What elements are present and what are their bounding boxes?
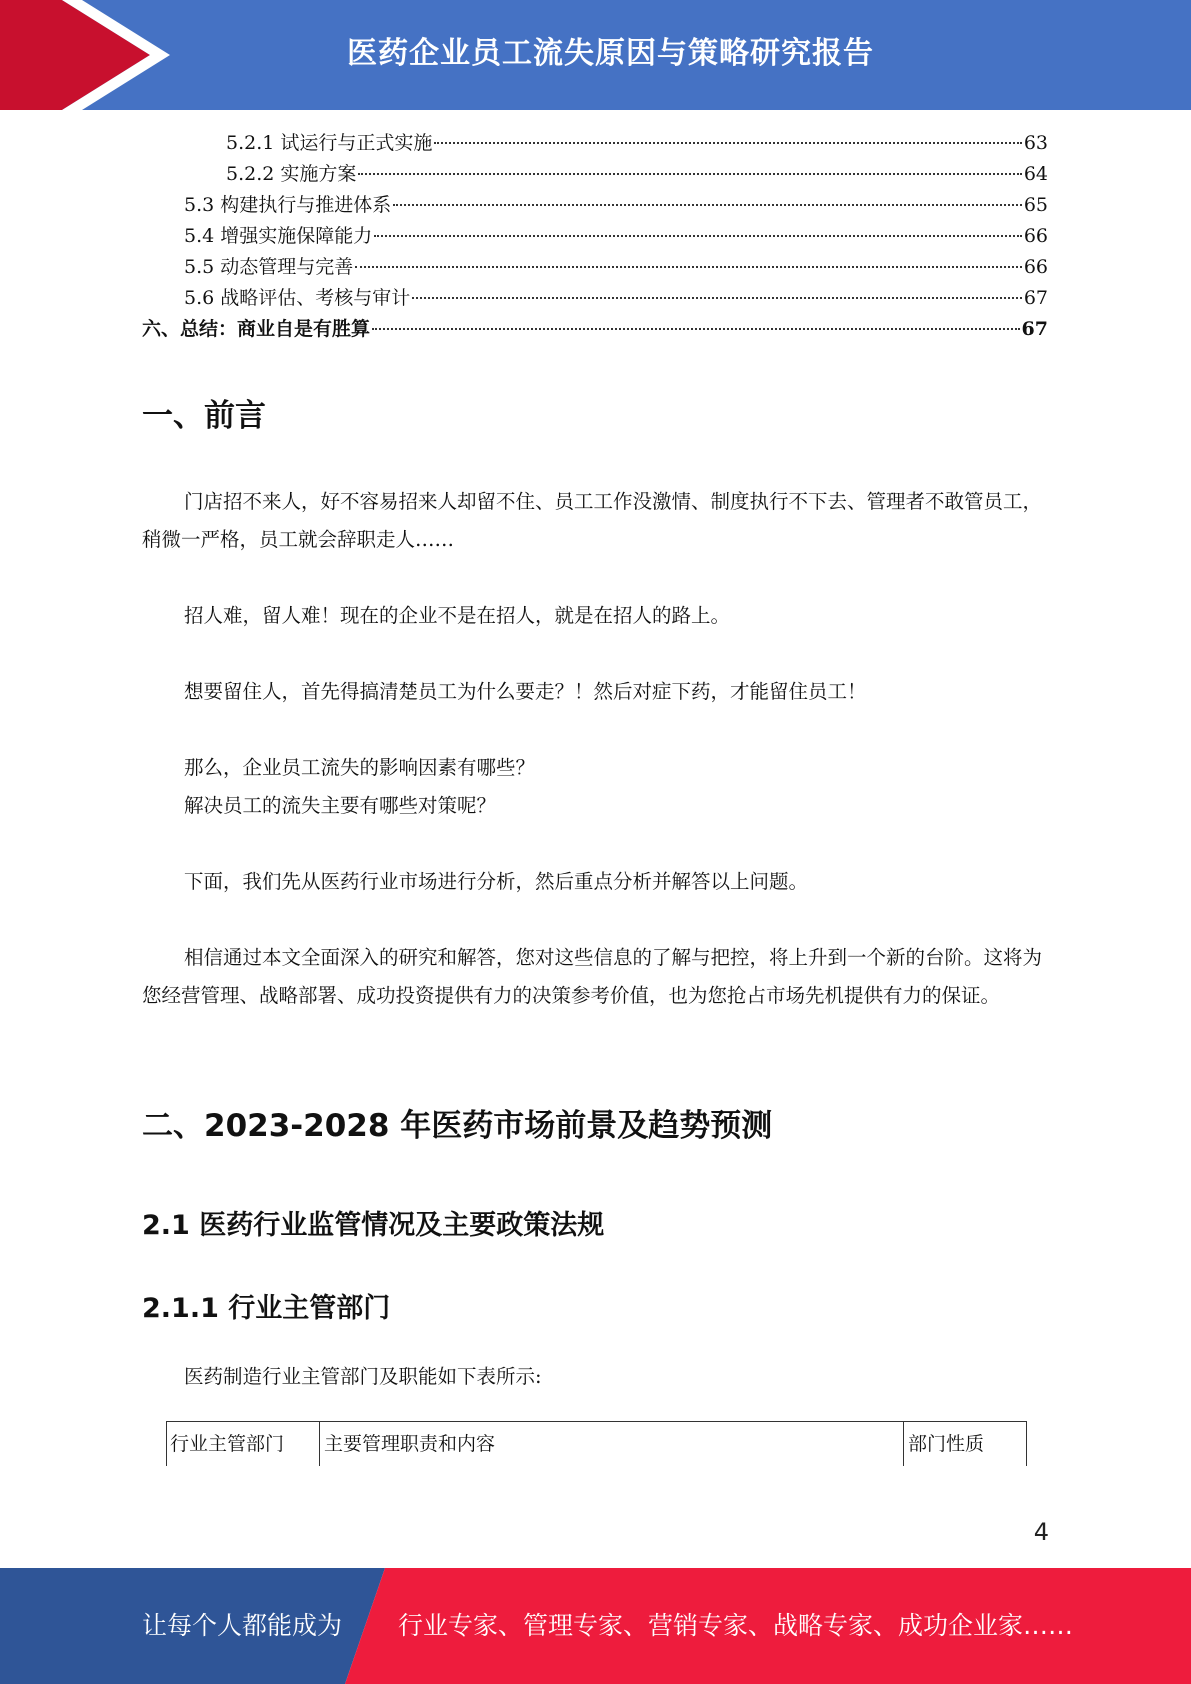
toc-dot-leader xyxy=(434,142,1021,144)
paragraph: 解决员工的流失主要有哪些对策呢？ xyxy=(184,794,497,817)
toc-entry-page: 65 xyxy=(1023,194,1048,216)
toc-entry[interactable] xyxy=(142,283,1048,314)
toc-entry-page: 64 xyxy=(1023,163,1048,185)
toc-entry-label: 5.3 构建执行与推进体系 xyxy=(184,194,392,216)
footer-slogan-left: 让每个人都能成为 xyxy=(142,1611,343,1640)
paragraph: 想要留住人，首先得搞清楚员工为什么要走？！然后对症下药，才能留住员工！ xyxy=(184,680,867,703)
table-column-divider xyxy=(903,1422,904,1466)
page-footer xyxy=(0,1568,1191,1684)
toc-entry[interactable] xyxy=(142,221,1048,252)
toc-dot-leader xyxy=(372,328,1020,330)
toc-entry[interactable] xyxy=(142,252,1048,283)
toc-entry[interactable] xyxy=(142,190,1048,221)
section-heading-market-outlook: 二、2023-2028 年医药市场前景及趋势预测 xyxy=(142,1108,773,1144)
toc-dot-leader xyxy=(374,235,1022,237)
toc-entry-label: 5.2.2 实施方案 xyxy=(226,163,357,185)
toc-entry-label: 5.4 增强实施保障能力 xyxy=(184,225,373,247)
toc-entry-page: 67 xyxy=(1021,318,1048,340)
toc-entry-label: 5.6 战略评估、考核与审计 xyxy=(184,287,411,309)
paragraph: 那么，企业员工流失的影响因素有哪些？ xyxy=(184,756,536,779)
paragraph: 门店招不来人，好不容易招来人却留不住、员工工作没激情、制度执行不下去、管理者不敢管员工，稍微一严格，员工就会辞职走人…… xyxy=(142,490,1043,551)
table-header-cell: 行业主管部门 xyxy=(170,1433,285,1455)
subsection-heading: 2.1.1 行业主管部门 xyxy=(142,1293,391,1324)
toc-dot-leader xyxy=(393,204,1022,206)
toc-entry-label: 5.5 动态管理与完善 xyxy=(184,256,354,278)
toc-entry[interactable] xyxy=(142,314,1048,345)
table-column-divider xyxy=(319,1422,320,1466)
toc-entry-page: 66 xyxy=(1023,225,1048,247)
footer-slogan-right: 行业专家、管理专家、营销专家、战略专家、成功企业家…… xyxy=(398,1611,1074,1640)
paragraph: 下面，我们先从医药行业市场进行分析，然后重点分析并解答以上问题。 xyxy=(184,870,809,893)
toc-entry-page: 63 xyxy=(1023,132,1048,154)
toc-entry-page: 66 xyxy=(1023,256,1048,278)
toc-dot-leader xyxy=(355,266,1022,268)
paragraph: 相信通过本文全面深入的研究和解答，您对这些信息的了解与把控，将上升到一个新的台阶。这将为您经营管理、战略部署、成功投资提供有力的决策参考价值，也为您抢占市场先机提供有力的保证。 xyxy=(142,946,1043,1007)
toc-entry-label: 5.2.1 试运行与正式实施 xyxy=(226,132,433,154)
report-title: 医药企业员工流失原因与策略研究报告 xyxy=(347,36,874,71)
toc-entry-label: 六、总结：商业自是有胜算 xyxy=(142,318,371,340)
page-header xyxy=(0,0,1191,110)
section-heading-preface: 一、前言 xyxy=(142,398,266,434)
subsection-heading: 2.1 医药行业监管情况及主要政策法规 xyxy=(142,1210,605,1241)
paragraph: 医药制造行业主管部门及职能如下表所示: xyxy=(184,1365,542,1388)
toc-dot-leader xyxy=(412,297,1022,299)
page-number: 4 xyxy=(1033,1518,1049,1546)
regulator-table xyxy=(166,1421,1027,1466)
paragraph: 招人难，留人难！现在的企业不是在招人，就是在招人的路上。 xyxy=(184,604,731,627)
toc-dot-leader xyxy=(358,173,1021,175)
toc-entry[interactable] xyxy=(142,159,1048,190)
toc-entry[interactable] xyxy=(142,128,1048,159)
table-header-cell: 主要管理职责和内容 xyxy=(324,1433,496,1455)
table-header-cell: 部门性质 xyxy=(908,1433,985,1455)
toc-entry-page: 67 xyxy=(1023,287,1048,309)
table-of-contents xyxy=(142,128,1048,345)
